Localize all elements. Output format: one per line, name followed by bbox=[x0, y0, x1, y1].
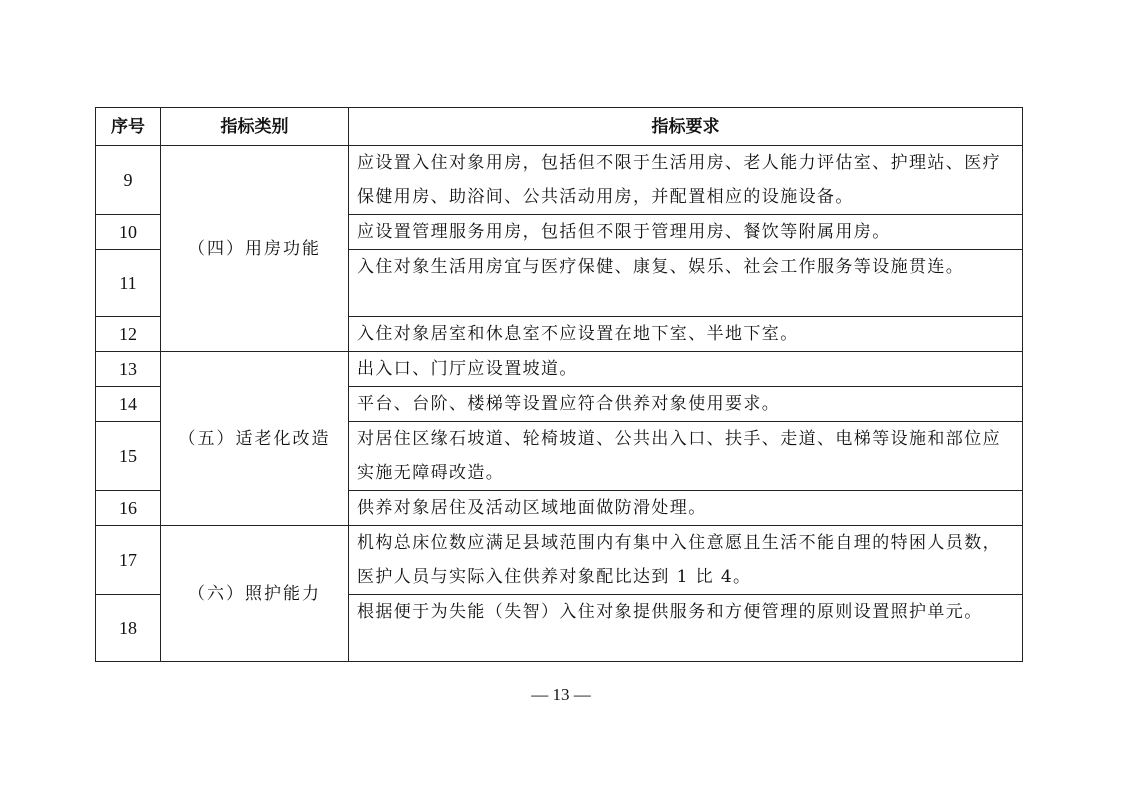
requirement-cell: 出入口、门厅应设置坡道。 bbox=[349, 352, 1023, 387]
row-number: 17 bbox=[96, 526, 161, 595]
row-number: 9 bbox=[96, 146, 161, 215]
table-row bbox=[96, 526, 1023, 595]
table-row bbox=[96, 146, 1023, 215]
requirement-cell: 入住对象生活用房宜与医疗保健、康复、娱乐、社会工作服务等设施贯连。 bbox=[349, 250, 1023, 317]
requirement-cell: 对居住区缘石坡道、轮椅坡道、公共出入口、扶手、走道、电梯等设施和部位应实施无障碍改造。 bbox=[349, 422, 1023, 491]
row-number: 10 bbox=[96, 215, 161, 250]
header-number: 序号 bbox=[96, 108, 161, 146]
row-number: 11 bbox=[96, 250, 161, 317]
requirement-cell: 应设置入住对象用房，包括但不限于生活用房、老人能力评估室、护理站、医疗保健用房、助浴间、公共活动用房，并配置相应的设施设备。 bbox=[349, 146, 1023, 215]
table-row bbox=[96, 352, 1023, 387]
header-requirement: 指标要求 bbox=[349, 108, 1023, 146]
page-number: — 13 — bbox=[531, 685, 591, 704]
row-number: 12 bbox=[96, 317, 161, 352]
header-category: 指标类别 bbox=[161, 108, 349, 146]
row-number: 14 bbox=[96, 387, 161, 422]
standards-table-container bbox=[95, 107, 1022, 662]
requirement-cell: 机构总床位数应满足县域范围内有集中入住意愿且生活不能自理的特困人员数，医护人员与实际入住供养对象配比达到 1 比 4。 bbox=[349, 526, 1023, 595]
category-cell: （四）用房功能 bbox=[161, 146, 349, 352]
requirement-cell: 平台、台阶、楼梯等设置应符合供养对象使用要求。 bbox=[349, 387, 1023, 422]
table-header-row bbox=[96, 108, 1023, 146]
requirement-cell: 入住对象居室和休息室不应设置在地下室、半地下室。 bbox=[349, 317, 1023, 352]
row-number: 15 bbox=[96, 422, 161, 491]
requirement-cell: 根据便于为失能（失智）入住对象提供服务和方便管理的原则设置照护单元。 bbox=[349, 595, 1023, 662]
row-number: 13 bbox=[96, 352, 161, 387]
standards-table bbox=[95, 107, 1023, 662]
category-cell: （六）照护能力 bbox=[161, 526, 349, 662]
row-number: 18 bbox=[96, 595, 161, 662]
requirement-cell: 应设置管理服务用房，包括但不限于管理用房、餐饮等附属用房。 bbox=[349, 215, 1023, 250]
requirement-cell: 供养对象居住及活动区域地面做防滑处理。 bbox=[349, 491, 1023, 526]
row-number: 16 bbox=[96, 491, 161, 526]
category-cell: （五）适老化改造 bbox=[161, 352, 349, 526]
